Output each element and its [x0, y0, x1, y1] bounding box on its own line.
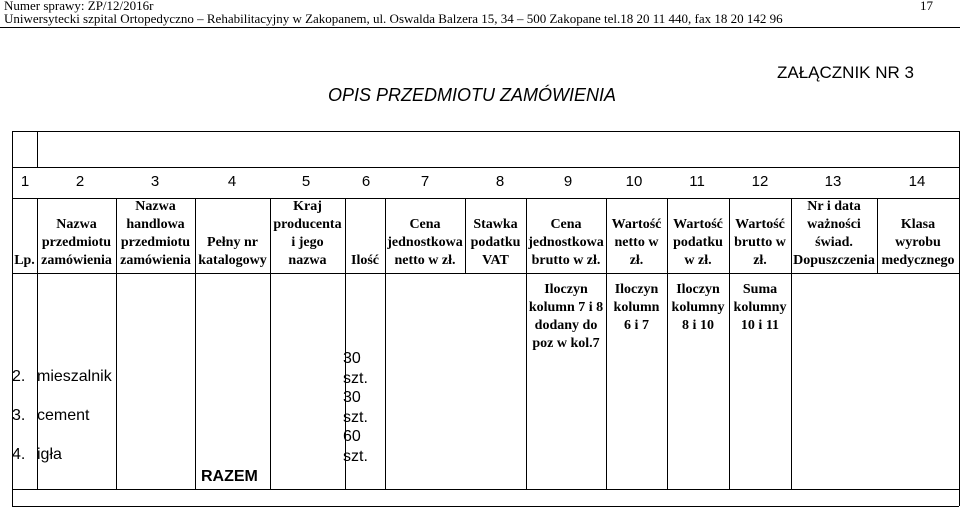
column-header-line: ważności	[807, 217, 861, 232]
column-header	[673, 216, 723, 270]
table-rule	[116, 198, 117, 273]
table-rule	[791, 198, 792, 273]
column-header-line: przedmiotu	[41, 235, 112, 250]
column-header-line: podatku	[673, 235, 723, 250]
row-lp: 3.	[12, 407, 26, 424]
column-header	[351, 252, 379, 270]
column-number: 6	[361, 173, 371, 190]
column-header	[881, 216, 954, 270]
total-label: RAZEM	[201, 468, 258, 485]
table-rule	[667, 198, 668, 273]
column-header-line: producenta	[273, 217, 342, 232]
formula-line: Iloczyn	[676, 282, 720, 297]
table-rule	[791, 273, 792, 489]
table-rule	[877, 198, 878, 273]
table-rule	[526, 273, 527, 489]
column-header	[273, 198, 341, 270]
row-name: mieszalnik	[37, 368, 112, 385]
table-rule	[270, 198, 271, 273]
column-header	[14, 252, 35, 270]
table-rule	[667, 273, 668, 489]
column-header-line: zł.	[753, 253, 767, 268]
column-header-line: Klasa	[900, 217, 936, 232]
column-header	[528, 216, 603, 270]
column-header-line: handlowa	[126, 217, 185, 232]
formula-line: 10 i 11	[740, 318, 780, 333]
column-number: 5	[301, 173, 311, 190]
header-rule	[0, 27, 960, 28]
table-rule	[729, 273, 730, 489]
row-lp: 2.	[12, 368, 26, 385]
column-header-line: katalogowy	[198, 253, 267, 268]
column-number: 1	[20, 173, 30, 190]
column-header-line: Dopuszczenia	[793, 253, 875, 268]
column-header	[734, 216, 786, 270]
column-header-line: jednostkowa	[387, 235, 463, 250]
formula-line: dodany do	[534, 318, 598, 333]
formula-line: kolumny	[671, 300, 725, 315]
column-header-line: zamówienia	[120, 253, 191, 268]
column-header-line: netto w	[614, 235, 659, 250]
column-header	[41, 216, 112, 270]
column-header	[793, 198, 875, 270]
column-number: 13	[824, 173, 842, 190]
document-title: OPIS PRZEDMIOTU ZAMÓWIENIA	[328, 85, 617, 105]
column-number: 8	[495, 173, 505, 190]
column-header-line: zł.	[629, 253, 644, 268]
formula-note	[672, 281, 725, 335]
column-header-line: Wartość	[611, 217, 662, 232]
column-header-line: Cena	[409, 217, 441, 232]
table-rule	[12, 489, 959, 490]
column-header-line: Nr i data	[807, 199, 861, 214]
column-header	[387, 216, 462, 270]
row-lp: 4.	[12, 446, 26, 463]
table-rule	[116, 273, 117, 489]
column-header-line: Stawka	[473, 217, 518, 232]
table-rule	[270, 273, 271, 489]
table-rule	[729, 198, 730, 273]
column-header-line: Cena	[550, 217, 582, 232]
table-rule	[345, 198, 346, 273]
table-rule	[12, 167, 959, 168]
row-qty-unit: szt.	[343, 370, 368, 387]
column-header-line: przedmiotu	[120, 235, 191, 250]
table-rule	[195, 273, 196, 489]
column-header-line: zamówienia	[41, 253, 112, 268]
column-header-line: netto w zł.	[394, 253, 456, 268]
column-header-line: świad.	[815, 235, 853, 250]
column-number: 14	[908, 173, 926, 190]
table-rule	[12, 273, 959, 274]
column-header-line: Wartość	[673, 217, 723, 232]
column-header	[471, 216, 521, 270]
column-header	[198, 234, 266, 270]
column-header-line: Pełny nr	[207, 235, 258, 250]
table-rule	[12, 131, 959, 132]
column-header-line: medycznego	[881, 253, 955, 268]
table-rule	[37, 198, 38, 273]
row-name: cement	[37, 407, 90, 424]
formula-note	[529, 281, 603, 353]
formula-note	[614, 281, 660, 335]
formula-line: kolumn	[613, 300, 660, 315]
row-qty-unit: szt.	[343, 409, 368, 426]
table-rule	[385, 198, 386, 273]
formula-line: poz w kol.7	[532, 336, 600, 351]
column-header-line: i jego	[291, 235, 324, 250]
row-qty-number: 30	[343, 389, 361, 406]
column-header	[120, 198, 191, 270]
column-header-line: Lp.	[14, 253, 35, 268]
column-header-line: w zł.	[684, 253, 712, 268]
column-number: 2	[75, 173, 85, 190]
case-number: Numer sprawy: ZP/12/2016r	[4, 0, 154, 13]
formula-note	[734, 281, 787, 335]
row-qty-unit: szt.	[343, 448, 368, 465]
column-header-line: wyrobu	[895, 235, 941, 250]
column-header-line: brutto w	[734, 235, 786, 250]
column-number: 4	[227, 173, 237, 190]
table-rule	[606, 198, 607, 273]
column-number: 7	[420, 173, 430, 190]
column-header-line: brutto w zł.	[531, 253, 601, 268]
annex-title: ZAŁĄCZNIK NR 3	[777, 63, 914, 82]
column-header	[612, 216, 662, 270]
hospital-address: Uniwersytecki szpital Ortopedyczno – Rehabilitacyjny w Zakopanem, ul. Oswalda Balzera 15, 34 – 500 Zakopane tel.18 20 11 440, fax 18 20 142 96	[4, 11, 783, 26]
table-rule	[526, 198, 527, 273]
formula-line: Iloczyn	[614, 282, 659, 297]
formula-line: Iloczyn	[544, 282, 588, 297]
page-number: 17	[920, 0, 933, 13]
column-number: 12	[751, 173, 769, 190]
table-rule	[195, 198, 196, 273]
column-header-line: jednostkowa	[528, 235, 604, 250]
row-qty-number: 60	[343, 428, 361, 445]
row-name: igła	[37, 446, 62, 463]
column-header-line: Nazwa	[135, 199, 176, 214]
formula-line: kolumny	[733, 300, 787, 315]
row-qty-number: 30	[343, 350, 361, 367]
column-number: 10	[625, 173, 643, 190]
table-rule	[37, 131, 38, 167]
column-number: 3	[150, 173, 160, 190]
table-rule	[465, 198, 466, 273]
column-number: 11	[689, 173, 705, 190]
formula-line: 8 i 10	[682, 318, 714, 333]
column-header-line: Wartość	[735, 217, 785, 232]
column-header-line: podatku	[470, 235, 521, 250]
table-rule	[385, 273, 386, 489]
column-header-line: nazwa	[288, 253, 327, 268]
column-header-line: Nazwa	[56, 217, 97, 232]
column-header-line: Kraj	[293, 199, 322, 214]
formula-line: Suma	[742, 282, 778, 297]
column-number: 9	[563, 173, 573, 190]
table-rule	[606, 273, 607, 489]
formula-line: kolumn 7 i 8	[528, 300, 604, 315]
formula-line: 6 i 7	[624, 318, 649, 333]
column-header-line: Ilość	[351, 253, 379, 268]
column-header-line: VAT	[482, 253, 509, 268]
